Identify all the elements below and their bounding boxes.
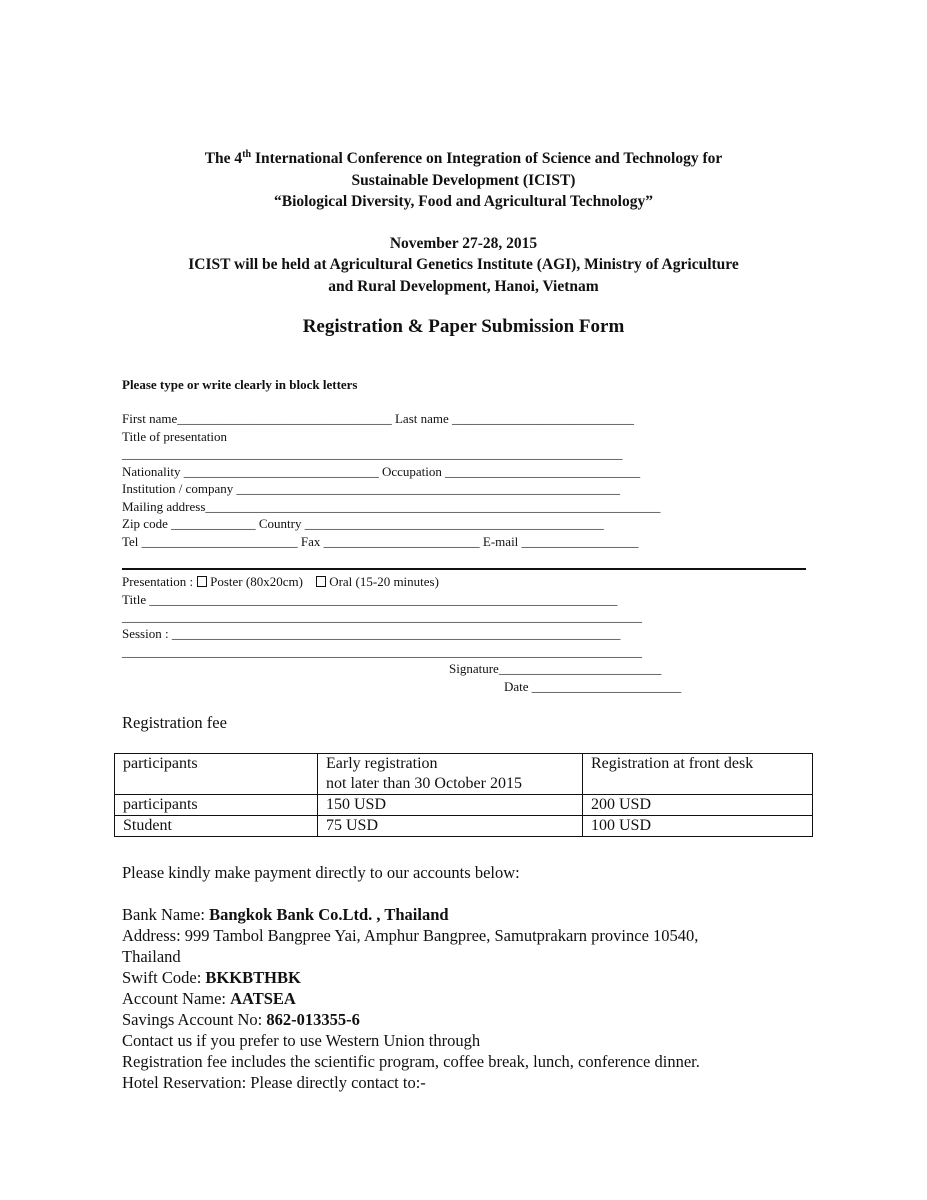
account-number-value: 862-013355-6 <box>266 1010 360 1029</box>
instruction-text: Please type or write clearly in block letters <box>122 377 358 392</box>
mailing-address-line[interactable]: Mailing address______________________________________________________________________ <box>122 499 661 514</box>
conference-venue-line2: and Rural Development, Hanoi, Vietnam <box>328 277 599 295</box>
conference-title-line2: Sustainable Development (ICIST) <box>351 171 576 189</box>
institution-field-line[interactable]: Institution / company ___________________________________________________________ <box>122 481 620 496</box>
name-field-line[interactable]: First name_________________________________ Last name ____________________________ <box>122 411 635 426</box>
poster-option-label: Poster (80x20cm) <box>210 574 303 589</box>
poster-checkbox[interactable] <box>197 576 207 587</box>
session-line[interactable]: Session : _____________________________________________________________________ <box>122 626 621 641</box>
date-line[interactable]: Date _______________________ <box>504 679 682 694</box>
table-header-cell: participants <box>115 754 318 795</box>
swift-code-value: BKKBTHBK <box>205 968 301 987</box>
table-header-row <box>115 754 813 795</box>
oral-option-label: Oral (15-20 minutes) <box>329 574 439 589</box>
western-union-note: Contact us if you prefer to use Western Union through <box>122 1031 481 1050</box>
conference-venue-line1: ICIST will be held at Agricultural Genetics Institute (AGI), Ministry of Agriculture <box>188 256 739 273</box>
fee-includes-note: Registration fee includes the scientific program, coffee break, lunch, conference dinner. <box>122 1052 700 1071</box>
bank-name-value: Bangkok Bank Co.Ltd. , Thailand <box>209 905 449 924</box>
oral-checkbox[interactable] <box>316 576 326 587</box>
bank-address-line1: Address: 999 Tambol Bangpree Yai, Amphur Bangpree, Samutprakarn province 10540, <box>122 926 699 945</box>
registration-fee-table <box>114 753 813 837</box>
section-divider <box>122 568 806 570</box>
table-header-cell: Registration at front desk <box>583 754 813 795</box>
bank-address-line2: Thailand <box>122 947 181 966</box>
payment-intro: Please kindly make payment directly to our accounts below: <box>122 863 520 882</box>
presentation-title-blank[interactable]: ________________________________________________________________________________ <box>122 609 642 624</box>
title-of-presentation-field[interactable]: _____________________________________________________________________________ <box>122 446 623 461</box>
conference-theme: “Biological Diversity, Food and Agricultural Technology” <box>274 193 653 210</box>
table-cell: 75 USD <box>318 816 583 837</box>
registration-fee-heading: Registration fee <box>122 713 227 732</box>
signature-line[interactable]: Signature_________________________ <box>449 661 662 676</box>
presentation-label: Presentation : <box>122 574 194 589</box>
table-cell: Student <box>115 816 318 837</box>
presentation-type-row <box>122 574 439 590</box>
conference-date: November 27-28, 2015 <box>389 234 538 252</box>
table-row <box>115 795 813 816</box>
account-name-row: Account Name: AATSEA <box>122 989 296 1008</box>
table-row <box>115 816 813 837</box>
presentation-title-line[interactable]: Title ________________________________________________________________________ <box>122 592 618 607</box>
nationality-occupation-line[interactable]: Nationality ______________________________ Occupation ______________________________ <box>122 464 641 479</box>
swift-code-row: Swift Code: BKKBTHBK <box>122 968 301 987</box>
tel-fax-email-line[interactable]: Tel ________________________ Fax ________________________ E-mail __________________ <box>122 534 639 549</box>
form-title: Registration & Paper Submission Form <box>302 316 625 337</box>
table-cell: 100 USD <box>583 816 813 837</box>
hotel-reservation-note: Hotel Reservation: Please directly contact to:- <box>122 1073 426 1092</box>
table-header-cell: Early registration not later than 30 October 2015 <box>318 754 583 795</box>
conference-header <box>0 148 927 297</box>
conference-title-line1: The 4th International Conference on Integration of Science and Technology for <box>204 148 723 167</box>
account-number-row: Savings Account No: 862-013355-6 <box>122 1010 360 1029</box>
table-cell: 200 USD <box>583 795 813 816</box>
table-cell: 150 USD <box>318 795 583 816</box>
zip-country-line[interactable]: Zip code _____________ Country ______________________________________________ <box>122 516 604 531</box>
table-cell: participants <box>115 795 318 816</box>
bank-name-row: Bank Name: Bangkok Bank Co.Ltd. , Thailand <box>122 905 449 924</box>
account-name-value: AATSEA <box>230 989 296 1008</box>
session-blank[interactable]: ________________________________________________________________________________ <box>122 644 642 659</box>
title-of-presentation-label: Title of presentation <box>122 429 227 444</box>
